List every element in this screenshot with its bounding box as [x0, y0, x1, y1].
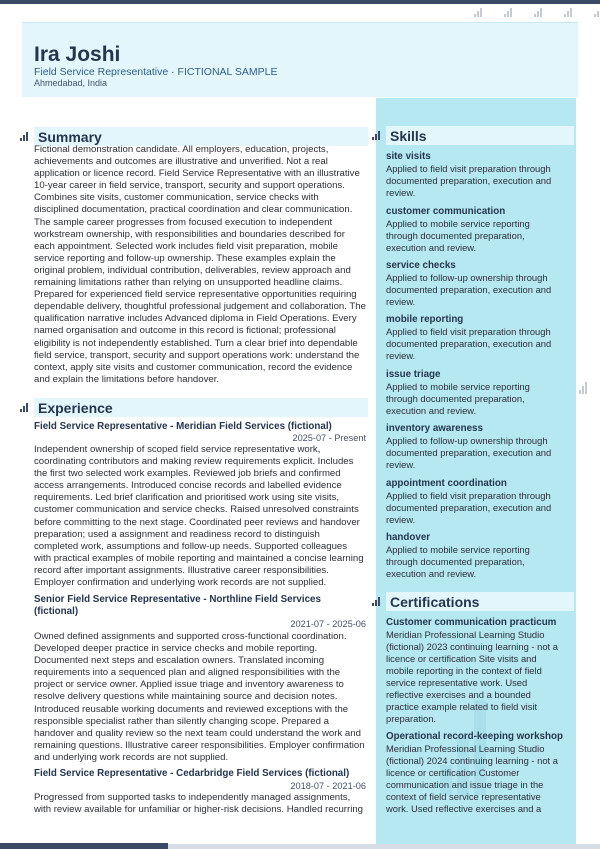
certification-line: mobile reporting in the context of field	[386, 665, 542, 676]
certifications-heading: Certifications	[386, 592, 574, 611]
skill-line: through documented preparation,	[386, 556, 525, 567]
bar-chart-icon	[564, 8, 572, 17]
summary-line: The sample career progresses from focused execution to independent	[34, 216, 333, 228]
bar-chart-icon	[579, 382, 587, 394]
skill-line: documented preparation, execution and	[386, 502, 552, 513]
skill-description	[386, 544, 572, 580]
skill-line: Applied to mobile service reporting	[386, 218, 530, 229]
job-description	[34, 631, 374, 764]
certification-description	[386, 743, 572, 815]
skill-line: documented preparation, execution and	[386, 175, 552, 186]
candidate-name: Ira Joshi	[34, 43, 121, 66]
skill-line: review.	[386, 187, 416, 198]
skill-name: issue triage	[386, 369, 441, 380]
summary-line: original problem, individual contribution, deliverables, review approach and	[34, 264, 351, 276]
summary-line: and explain the limitations before handover.	[34, 373, 220, 385]
skill-name: inventory awareness	[386, 423, 483, 434]
job-line: with review available for unfamiliar or higher-risk decisions. Handled recurring	[34, 804, 363, 816]
job-line: access arrangements. Introduced concise records and labelled evidence	[34, 480, 342, 492]
summary-line: qualification narrative includes Advanced diploma in Field Operations. Every	[34, 313, 357, 325]
candidate-location: Ahmedabad, India	[34, 78, 108, 88]
job-line: handover and quality review so the next team could understand the work and	[34, 727, 361, 739]
candidate-subtitle: Field Service Representative · FICTIONAL SAMPLE	[34, 66, 278, 78]
skill-name: mobile reporting	[386, 314, 464, 325]
job-line: requirements into a sequenced plan and aligned responsibilities with the	[34, 667, 341, 679]
certification-line: licence or certification Site visits and	[386, 653, 537, 664]
bar-chart-icon	[474, 8, 482, 17]
section-bars-icon	[372, 131, 380, 140]
bar-chart-icon	[594, 8, 600, 17]
certification-line: work. Used reflective exercises and a	[386, 803, 542, 814]
job-description	[34, 792, 374, 816]
certification-line: licence or certification Customer	[386, 767, 520, 778]
summary-line: context, apply site visits and customer communication, record the evidence	[34, 361, 353, 373]
certification-line: Meridian Professional Learning Studio	[386, 629, 545, 640]
job-line: preparation; used a assignment and readiness record to distinguish	[34, 528, 320, 540]
job-line: the first two selected work examples. Reviewed job briefs and confirmed	[34, 468, 341, 480]
job-line: Progressed from supported tasks to independently managed assignments,	[34, 792, 351, 803]
skill-line: documented preparation, execution and	[386, 338, 552, 349]
skill-name: customer communication	[386, 206, 506, 217]
summary-line: achievements and outcomes are illustrative and unverified. Not a real	[34, 156, 328, 168]
resume-header	[22, 22, 578, 97]
summary-line: application or licence record. Field Service Representative with an illustrative	[34, 168, 360, 180]
certification-line: preparation.	[386, 713, 437, 724]
certifications-section-header	[372, 592, 574, 611]
skill-name: service checks	[386, 260, 456, 271]
certification-line: service representative work. Used	[386, 677, 528, 688]
job-line: Introduced reusable working documents and reviewed exceptions with the	[34, 703, 349, 715]
job-line: requirements. Led brief clarification and prioritised work using site visits,	[34, 492, 339, 504]
job-title	[34, 594, 374, 618]
certification-line: reflective exercises and a bounded	[386, 689, 531, 700]
skill-line: Applied to field visit preparation through	[386, 326, 551, 337]
job-line: and underlying work records are not supplied.	[34, 751, 229, 763]
job-line: Owned defined assignments and supported cross-functional coordination.	[34, 631, 347, 642]
certification-line: context of field service representative	[386, 791, 541, 802]
skill-line: Applied to follow-up ownership through	[386, 272, 548, 283]
certification-line: Meridian Professional Learning Studio	[386, 743, 545, 754]
job-line: responsible specialist rather than silently changing scope. Prepared a	[34, 715, 329, 727]
side-decoration	[579, 382, 587, 394]
job-title: Field Service Representative - Cedarbridge Field Services (fictional)	[34, 768, 350, 779]
job-line: project or service owner. Applied issue triage and inventory awareness to	[34, 679, 344, 691]
section-bars-icon	[20, 132, 28, 141]
summary-line: workstream ownership, with responsibilities and boundaries described for	[34, 228, 345, 240]
summary-line: Combines site visits, customer communication, service checks with	[34, 192, 319, 204]
job-dates: 2025-07 - Present	[292, 433, 366, 443]
summary-line: named organisation and outcome in this record is fictional; professional	[34, 325, 336, 337]
summary-line: each appointment. Selected work includes field visit preparation, mobile	[34, 240, 338, 252]
skill-line: review.	[386, 350, 416, 361]
summary-line: field service, transport, security and support operations work: understand the	[34, 349, 360, 361]
skill-description	[386, 272, 572, 308]
skill-line: review.	[386, 459, 416, 470]
skill-line: Applied to follow-up ownership through	[386, 435, 548, 446]
skill-description	[386, 381, 572, 417]
skill-description	[386, 326, 572, 362]
skill-line: Applied to field visit preparation through	[386, 163, 551, 174]
job-line: completed work, assumptions and follow-up needs. Supported colleagues	[34, 540, 348, 552]
section-bars-icon	[20, 403, 28, 412]
summary-text	[34, 144, 374, 386]
skill-name: appointment coordination	[386, 478, 507, 489]
summary-line: remaining limitations rather than relying on unsupported headline claims.	[34, 277, 343, 289]
summary-line: Prepared for experienced field service representative opportunities requiring	[34, 289, 357, 301]
certification-name: Operational record-keeping workshop	[386, 731, 563, 742]
job-line: Developed deeper practice in service checks and mobile reporting.	[34, 643, 318, 655]
skill-line: execution and review.	[386, 242, 477, 253]
bar-chart-icon	[534, 8, 542, 17]
certification-name: Customer communication practicum	[386, 617, 557, 628]
certification-line: (fictional) 2024 continuing learning - not a	[386, 755, 558, 766]
skill-line: through documented preparation,	[386, 393, 525, 404]
job-line: with practical examples of mobile reporting and maintained a concise learning	[34, 552, 364, 564]
bottom-rule-accent	[0, 843, 168, 849]
summary-line: eligibility is not independently established. Turn a clear brief into dependable	[34, 337, 358, 349]
job-title-line: Senior Field Service Representative - Northline Field Services	[34, 594, 321, 605]
skill-description	[386, 435, 572, 471]
experience-section-header	[20, 398, 368, 417]
skill-line: documented preparation, execution and	[386, 284, 552, 295]
skill-description	[386, 163, 572, 199]
skill-line: through documented preparation,	[386, 230, 525, 241]
skill-line: Applied to field visit preparation through	[386, 490, 551, 501]
skill-description	[386, 490, 572, 526]
skill-line: Applied to mobile service reporting	[386, 544, 530, 555]
job-line: customer communication and service checks. Raised unresolved constraints	[34, 504, 359, 516]
certification-line: communication and issue triage in the	[386, 779, 544, 790]
summary-line: disciplined documentation, practical coordination and clear communication.	[34, 204, 353, 216]
skill-line: review.	[386, 296, 416, 307]
job-line: Employer confirmation and underlying work records are not supplied.	[34, 577, 327, 589]
bar-chart-icon	[504, 8, 512, 17]
summary-line: 10-year career in field service, transport, security and support operations.	[34, 180, 345, 192]
skill-line: documented preparation, execution and	[386, 447, 552, 458]
skill-line: review.	[386, 514, 416, 525]
experience-heading: Experience	[34, 398, 368, 417]
skill-line: execution and review.	[386, 568, 477, 579]
job-line: record after important assignments. Illustrative career responsibilities.	[34, 564, 329, 576]
job-line: coordinating contributors and making review requirements explicit. Includes	[34, 456, 354, 468]
job-line: resolve delivery questions while maintaining source and decision notes.	[34, 691, 338, 703]
skill-description	[386, 218, 572, 254]
certification-description	[386, 629, 572, 725]
job-dates: 2018-07 - 2021-06	[290, 781, 366, 791]
job-dates: 2021-07 - 2025-06	[290, 619, 366, 629]
job-line: remaining questions. Illustrative career responsibilities. Employer confirmation	[34, 739, 365, 751]
summary-heading: Summary	[34, 127, 368, 146]
job-line: Documented next steps and escalation owners. Translated incoming	[34, 655, 325, 667]
skills-section-header	[372, 126, 574, 145]
job-line: Independent ownership of scoped field service representative work,	[34, 444, 321, 455]
skill-line: Applied to mobile service reporting	[386, 381, 530, 392]
job-title: Field Service Representative - Meridian Field Services (fictional)	[34, 421, 332, 432]
decorative-bar-row	[474, 8, 600, 17]
summary-line: Fictional demonstration candidate. All employers, education, projects,	[34, 144, 329, 155]
certification-line: (fictional) 2023 continuing learning - not a	[386, 641, 558, 652]
job-title-line: (fictional)	[34, 606, 79, 617]
summary-line: dependable delivery, thoughtful professional judgement and collaboration. The	[34, 301, 366, 313]
summary-line: service reporting and follow-up ownership. These examples explain the	[34, 252, 336, 264]
job-line: before committing to the next stage. Coordinated peer reviews and handover	[34, 516, 360, 528]
skill-name: site visits	[386, 151, 431, 162]
job-description	[34, 444, 374, 589]
skill-line: execution and review.	[386, 405, 477, 416]
top-rule	[0, 0, 600, 4]
certification-line: practice example related to field visit	[386, 701, 538, 712]
skills-heading: Skills	[386, 126, 574, 145]
section-bars-icon	[372, 597, 380, 606]
skill-name: handover	[386, 532, 431, 543]
